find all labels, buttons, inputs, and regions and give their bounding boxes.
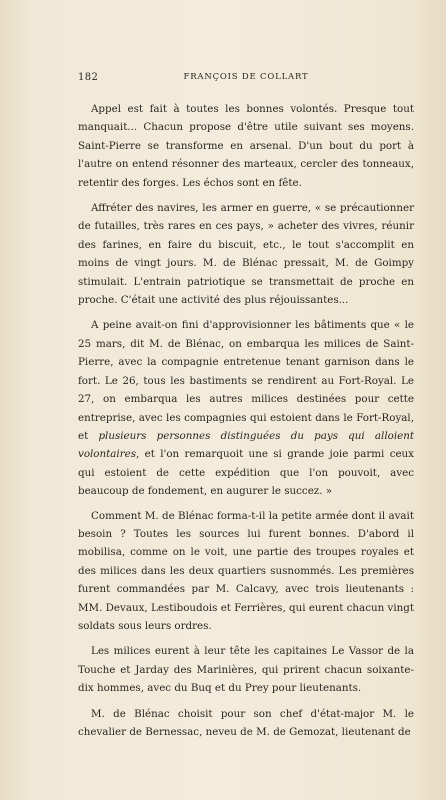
body-text (78, 100, 414, 748)
page-header (78, 72, 414, 86)
paragraph-1: Appel est fait à toutes les bonnes volontés. Presque tout manquait... Chacun propose d'être utile suivant ses moyens. Saint-Pierre se transforme en arsenal. D'un bout du port à l'autre on entend résonner des marteaux, cercler des tonneaux, retentir des forges. Les échos sont en fête. (78, 103, 414, 189)
paragraph-6: M. de Blénac choisit pour son chef d'état-major M. le chevalier de Bernessac, neveu de M. de Gemozat, lieutenant de (78, 707, 414, 738)
paragraph-3-text-a: A peine avait-on fini d'approvisionner les bâtiments que « le 25 mars, dit M. de Blénac, on embarqua les milices de Saint-Pierre, avec la compagnie entretenue tenant garnison dans le fort. Le 26, tous les bastiments se rendirent au Fort-Royal. Le 27, on embarqua les autres milices destinées pour cette entreprise, avec les compagnies qui estoient dans le Fort-Royal, et (78, 319, 414, 442)
page-number: 182 (78, 72, 99, 83)
paragraph-3 (78, 316, 414, 500)
paragraph-2: Affréter des navires, les armer en guerre, « se précautionner de futailles, très rares en ces pays, » acheter des vivres, réunir des farines, en faire du biscuit, etc., le tout s'accomplit en moins de vingt jours. M. de Blénac pressait, M. de Goimpy stimulait. L'entrain patriotique se transmettait de proche en proche. C'était une activité des plus réjouissantes... (78, 202, 414, 307)
running-title: FRANÇOIS DE COLLART (183, 72, 309, 82)
paragraph-3-italic: plusieurs personnes distinguées du pays qui alloient volontaires (78, 429, 414, 461)
paragraph-5: Les milices eurent à leur tête les capitaines Le Vassor de la Touche et Jarday des Marinières, qui prirent chacun soixante-dix hommes, avec du Buq et du Prey pour lieutenants. (78, 645, 414, 695)
paragraph-4: Comment M. de Blénac forma-t-il la petite armée dont il avait besoin ? Toutes les sources lui furent bonnes. D'abord il mobilisa, comme on le voit, une partie des troupes royales et des milices dans les deux quartiers susnommés. Les premières furent commandées par M. Calcavy, avec trois lieutenants : MM. Devaux, Lestiboudois et Ferrières, qui eurent chacun vingt soldats sous leurs ordres. (78, 509, 414, 632)
paragraph-3-text-b: , et l'on remarquoit une si grande joie parmi ceux qui estoient de cette expédition que l'on pouvoit, avec beaucoup de fondement, en augurer le succez. » (78, 448, 414, 498)
